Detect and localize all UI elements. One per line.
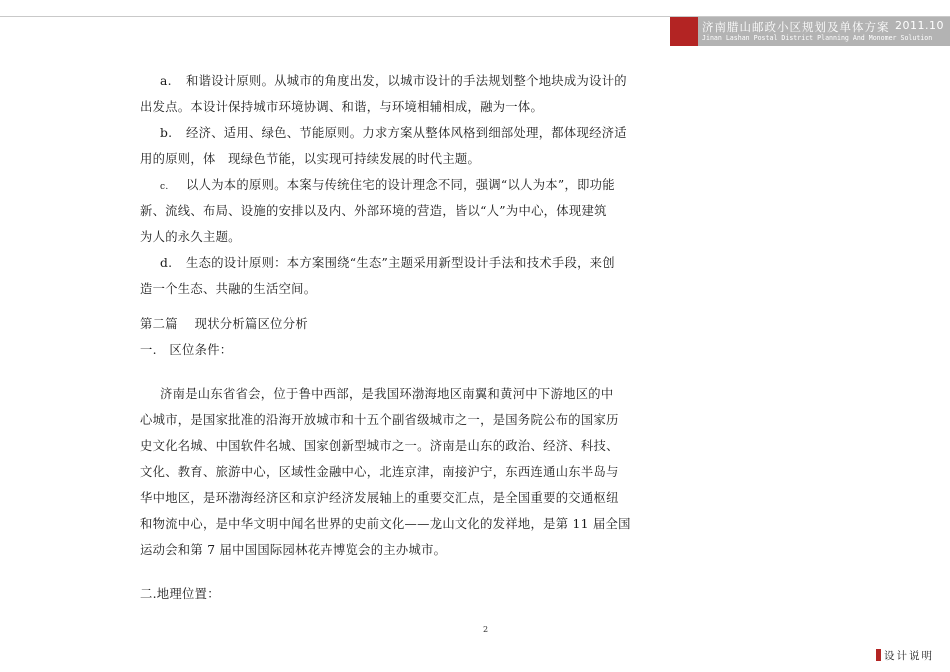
principle-c-marker: c.: [160, 182, 169, 192]
spacer: [140, 363, 640, 381]
location-paragraph: [140, 381, 640, 563]
section-title: 第二篇 现状分析篇区位分析: [140, 317, 308, 331]
document-body: [140, 68, 640, 607]
location-line-2: 心城市，是国家批准的沿海开放城市和十五个副省级城市之一，是国务院公布的国家历: [140, 413, 619, 427]
location-line-4: 文化、教育、旅游中心，区域性金融中心，北连京津，南接沪宁，东西连通山东半岛与: [140, 465, 619, 479]
subsection-geography-heading: 二.地理位置：: [140, 587, 220, 601]
principle-b-line-2: 用的原则，体 现绿色节能，以实现可持续发展的时代主题。: [140, 152, 481, 166]
principle-b: [140, 120, 640, 172]
project-title: [702, 19, 948, 33]
spacer: [140, 302, 640, 311]
principle-c-line-3: 为人的永久主题。: [140, 230, 241, 244]
principle-c-text-1: 以人为本的原则。本案与传统住宅的设计理念不同，强调“以人为本”，即功能: [186, 178, 615, 192]
principle-d: [140, 250, 640, 302]
project-subtitle: Jinan Lashan Postal District Planning And Monomer Solution: [702, 34, 933, 42]
principle-d-line-1: [140, 250, 640, 276]
subsection-location-heading: 一. 区位条件：: [140, 343, 233, 357]
principle-c-line-2: 新、流线、布局、设施的安排以及内、外部环境的营造，皆以“人”为中心，体现建筑: [140, 204, 607, 218]
principle-b-line-1: [140, 120, 640, 146]
location-line-3: 史文化名城、中国软件名城、国家创新型城市之一。济南是山东的政治、经济、科技、: [140, 439, 619, 453]
principle-b-text-1: 经济、适用、绿色、节能原则。力求方案从整体风格到细部处理，都体现经济适: [186, 126, 627, 140]
principle-a-marker: a.: [160, 74, 172, 88]
location-line-5: 华中地区，是环渤海经济区和京沪经济发展轴上的重要交汇点，是全国重要的交通枢纽: [140, 491, 619, 505]
principle-d-line-2: 造一个生态、共融的生活空间。: [140, 282, 317, 296]
footer-accent-mark: [876, 649, 881, 661]
principle-d-text-1: 生态的设计原则：本方案围绕“生态”主题采用新型设计手法和技术手段，来创: [186, 256, 615, 270]
principle-a-text-1: 和谐设计原则。从城市的角度出发，以城市设计的手法规划整个地块成为设计的: [186, 74, 627, 88]
title-banner: [670, 17, 950, 46]
footer-label: 设计说明: [884, 650, 934, 662]
principle-a: [140, 68, 640, 120]
project-date: 2011.10: [895, 19, 944, 32]
page-number: 2: [483, 625, 489, 634]
location-line-1: 济南是山东省省会，位于鲁中西部，是我国环渤海地区南翼和黄河中下游地区的中: [160, 387, 614, 401]
project-title-text: 济南腊山邮政小区规划及单体方案: [702, 20, 890, 33]
principle-c: [140, 172, 640, 250]
principle-d-marker: d.: [160, 256, 173, 270]
principle-a-line-1: [140, 68, 640, 94]
location-line-6: 和物流中心，是中华文明中闻名世界的史前文化——龙山文化的发祥地，是第 11 届全国: [140, 517, 631, 531]
principle-a-line-2: 出发点。本设计保持城市环境协调、和谐，与环境相辅相成，融为一体。: [140, 100, 544, 114]
principle-b-marker: b.: [160, 126, 173, 140]
location-line-7: 运动会和第 7 届中国国际园林花卉博览会的主办城市。: [140, 543, 447, 557]
spacer: [140, 563, 640, 581]
brand-accent-block: [670, 17, 698, 46]
principle-c-line-1: [140, 172, 640, 198]
